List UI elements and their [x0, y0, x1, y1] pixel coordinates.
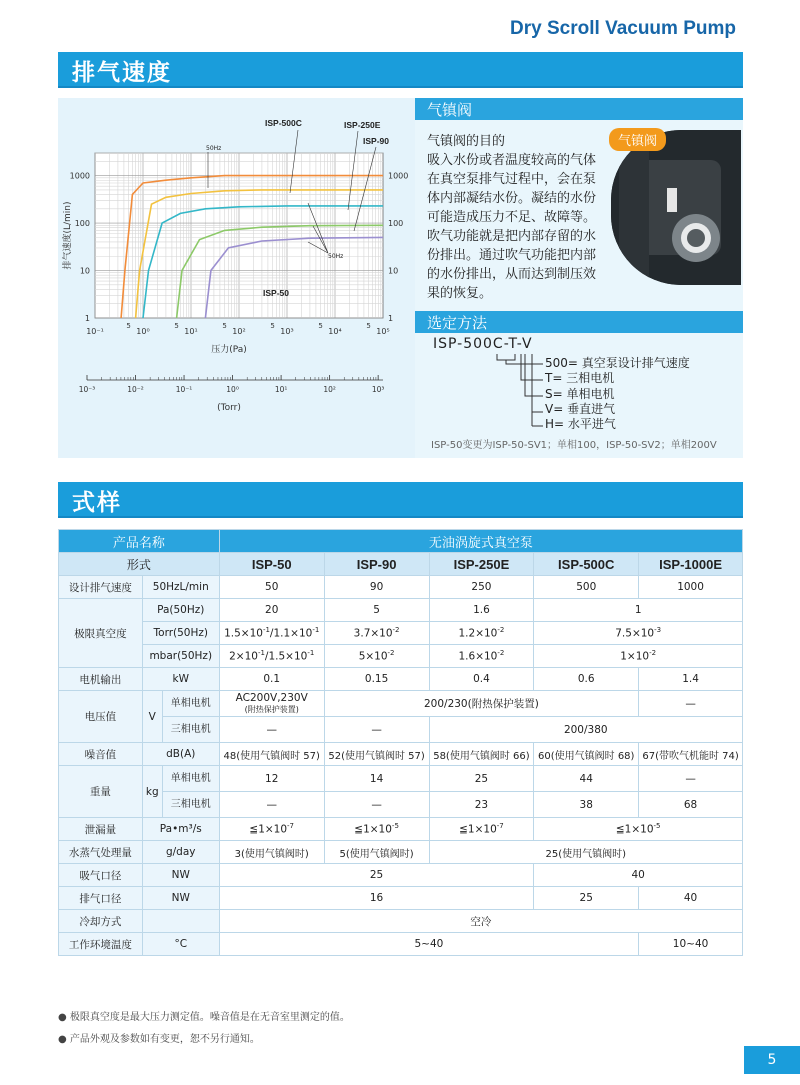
gas-ballast-header	[415, 98, 743, 120]
table-row	[59, 864, 743, 887]
row-label: 电压值	[59, 691, 143, 743]
sub-label: 三相电机	[162, 717, 219, 743]
row-unit: °C	[142, 933, 219, 956]
x-minor-label: 5	[222, 322, 227, 330]
y-tick-label: 1	[388, 314, 394, 323]
model-code-brackets	[495, 352, 551, 432]
table-header-row	[59, 530, 743, 553]
x-minor-label: 5	[174, 322, 179, 330]
cell: 90	[324, 576, 429, 599]
cell: 0.1	[219, 668, 324, 691]
row-label: 吸气口径	[59, 864, 143, 887]
curve-label: ISP-50	[263, 288, 289, 298]
model-code: ISP-500C-T-V	[433, 336, 533, 352]
cell: $≦1\times 10^{-5}$	[534, 818, 743, 841]
row-label: 重量	[59, 766, 143, 818]
frequency-label: 50Hz	[328, 253, 344, 260]
cell: —	[639, 766, 743, 792]
cell: 200/230(附热保护装置)	[324, 691, 638, 717]
ballast-line: 的水份排出，从而达到制压效	[427, 267, 597, 282]
cell: 68	[639, 792, 743, 818]
table-row	[59, 841, 743, 864]
cell: $2\times 10^{-1}/1.5\times 10^{-1}$	[219, 645, 324, 668]
torr-tick-label: 10³	[371, 385, 385, 394]
table-row	[59, 668, 743, 691]
selection-title: 选定方法	[427, 314, 488, 332]
chart-svg	[58, 98, 415, 458]
cell: 0.4	[429, 668, 534, 691]
cell: —	[324, 792, 429, 818]
x-tick-label: 10¹	[184, 327, 198, 336]
cell: 38	[534, 792, 639, 818]
table-row	[59, 743, 743, 766]
y-tick-label: 100	[74, 219, 90, 229]
row-unit: Pa•m³/s	[142, 818, 219, 841]
value-text: AC200V,230V	[235, 691, 308, 704]
ballast-line: 在真空泵排气过程中，会在泵	[427, 172, 597, 187]
x-tick-label: 10⁰	[136, 327, 150, 336]
cell: 25(使用气镇阀时)	[429, 841, 742, 864]
row-label: 排气口径	[59, 887, 143, 910]
y-tick-label: 1	[84, 314, 90, 323]
table-row	[59, 766, 743, 792]
cell: $3.7\times 10^{-2}$	[324, 622, 429, 645]
table-row	[59, 622, 743, 645]
x-tick-label: 10⁵	[376, 327, 390, 336]
cell: 58(使用气镇阀时 66)	[429, 743, 534, 766]
row-unit: V	[142, 691, 162, 743]
value-text: ≦1×10	[249, 823, 288, 836]
gas-ballast-valve-photo	[611, 130, 741, 285]
value-text: 3.7×10	[353, 627, 393, 640]
page-header-title: Dry Scroll Vacuum Pump	[510, 18, 736, 39]
frequency-label: 50Hz	[206, 145, 222, 152]
sub-label: 单相电机	[162, 691, 219, 717]
cell: 空冷	[219, 910, 742, 933]
ballast-line: 可能造成压力不足、故障等。	[427, 210, 597, 225]
cell: $1.2\times 10^{-2}$	[429, 622, 534, 645]
row-label: 工作环境温度	[59, 933, 143, 956]
section-title-bar	[58, 482, 743, 518]
cell: $1.5\times 10^{-1}/1.1\times 10^{-1}$	[219, 622, 324, 645]
cell: 5(使用气镇阀时)	[324, 841, 429, 864]
table-row	[59, 933, 743, 956]
row-unit: kg	[142, 766, 162, 818]
cell: $1.6\times 10^{-2}$	[429, 645, 534, 668]
model-row	[59, 553, 743, 576]
row-label: 水蒸气处理量	[59, 841, 143, 864]
cell: 20	[219, 599, 324, 622]
ballast-line: 果的恢复。	[427, 286, 493, 301]
curve-label: ISP-500C	[265, 118, 302, 128]
cell: $≦1\times 10^{-5}$	[324, 818, 429, 841]
cell: 0.15	[324, 668, 429, 691]
ballast-line: 体内部凝结水份。凝结的水份	[427, 191, 597, 206]
table-row	[59, 910, 743, 933]
cell: $7.5\times 10^{-3}$	[534, 622, 743, 645]
pumping-speed-chart	[58, 98, 415, 458]
cell: 52(使用气镇阀时 57)	[324, 743, 429, 766]
table-row	[59, 645, 743, 668]
valve-illustration	[611, 130, 741, 285]
cell: 25	[429, 766, 534, 792]
row-unit	[142, 910, 219, 933]
table-row	[59, 887, 743, 910]
gas-ballast-badge: 气镇阀	[609, 128, 666, 151]
cell: 0.6	[534, 668, 639, 691]
y-tick-label: 10	[79, 266, 90, 276]
row-label: 噪音值	[59, 743, 143, 766]
product-name: 无油涡旋式真空泵	[219, 530, 742, 553]
page-number: 5	[744, 1046, 800, 1074]
value-text: 7.5×10	[615, 627, 655, 640]
cell: —	[639, 691, 743, 717]
gas-ballast-title: 气镇阀	[427, 101, 473, 119]
curve-label: ISP-250E	[344, 120, 381, 130]
model-name: ISP-250E	[429, 553, 534, 576]
torr-tick-label: 10⁻²	[127, 385, 144, 394]
x-tick-label: 10⁻¹	[86, 327, 104, 336]
row-label: 极限真空度	[59, 599, 143, 668]
row-unit: mbar(50Hz)	[142, 645, 219, 668]
torr-tick-label: 10¹	[274, 385, 288, 394]
x-minor-label: 5	[366, 322, 371, 330]
ballast-line: 份排出。通过吹气功能把内部	[427, 248, 597, 263]
y-axis-label: 排气速度(L/min)	[63, 201, 73, 270]
value-text: 5×10	[358, 650, 388, 663]
x-tick-label: 10⁴	[328, 327, 342, 336]
cell: 16	[219, 887, 534, 910]
cell: —	[324, 717, 429, 743]
y-tick-label: 100	[388, 219, 404, 229]
footnote: ● 极限真空度是最大压力测定值。噪音值是在无音室里测定的值。	[58, 1012, 350, 1023]
cell: 500	[534, 576, 639, 599]
cell: 48(使用气镇阀时 57)	[219, 743, 324, 766]
cell: 60(使用气镇阀时 68)	[534, 743, 639, 766]
cell: 1000	[639, 576, 743, 599]
legend-line: T= 三相电机	[545, 371, 615, 385]
product-name-label: 产品名称	[59, 530, 220, 553]
sub-label: 三相电机	[162, 792, 219, 818]
x-minor-label: 5	[126, 322, 131, 330]
cell: 14	[324, 766, 429, 792]
gas-ballast-text	[427, 132, 623, 303]
legend-line: H= 水平进气	[545, 417, 616, 431]
cell: 23	[429, 792, 534, 818]
table-row	[59, 818, 743, 841]
cell: 1.6	[429, 599, 534, 622]
row-label: 冷却方式	[59, 910, 143, 933]
y-tick-label: 1000	[69, 171, 90, 181]
cell: 40	[534, 864, 743, 887]
x-axis-label: 压力(Pa)	[211, 345, 247, 355]
curve-label: ISP-90	[363, 136, 389, 146]
torr-tick-label: 10²	[323, 385, 336, 394]
section-title-bar	[58, 52, 743, 88]
value-text: /1.5×10	[264, 650, 308, 663]
section-title: 排气速度	[72, 60, 172, 86]
cell: $≦1\times 10^{-7}$	[429, 818, 534, 841]
x-tick-label: 10²	[232, 327, 246, 336]
row-unit: g/day	[142, 841, 219, 864]
cell: —	[219, 792, 324, 818]
row-unit: NW	[142, 864, 219, 887]
model-name: ISP-90	[324, 553, 429, 576]
ballast-line: 吹气功能就是把内部存留的水	[427, 229, 597, 244]
legend-line: S= 单相电机	[545, 387, 615, 401]
selection-header	[415, 311, 743, 333]
ballast-line: 吸入水份或者温度较高的气体	[427, 153, 597, 168]
section-title: 式样	[72, 490, 122, 516]
table-row	[59, 599, 743, 622]
x-minor-label: 5	[318, 322, 323, 330]
value-text: 1×10	[620, 650, 650, 663]
sub-label: 单相电机	[162, 766, 219, 792]
torr-tick-label: 10⁻³	[78, 385, 96, 394]
cell: $1\times 10^{-2}$	[534, 645, 743, 668]
cell: 67(带吹气机能时 74)	[639, 743, 743, 766]
cell: 25	[534, 887, 639, 910]
row-unit: NW	[142, 887, 219, 910]
cell: 44	[534, 766, 639, 792]
type-label: 形式	[59, 553, 220, 576]
cell: 5	[324, 599, 429, 622]
cell: 5~40	[219, 933, 638, 956]
spec-table	[58, 529, 743, 956]
x-minor-label: 5	[270, 322, 275, 330]
row-label: 电机输出	[59, 668, 143, 691]
torr-tick-label: 10⁰	[226, 385, 239, 394]
value-text: ≦1×10	[354, 823, 392, 836]
cell: $≦1\times 10^{-7}$	[219, 818, 324, 841]
value-text: /1.1×10	[269, 627, 313, 640]
value-text: 1.5×10	[224, 627, 263, 640]
value-text: 1.6×10	[458, 650, 498, 663]
row-unit: 50HzL/min	[142, 576, 219, 599]
cell: 250	[429, 576, 534, 599]
row-unit: Pa(50Hz)	[142, 599, 219, 622]
torr-tick-label: 10⁻¹	[175, 385, 193, 394]
row-label: 设计排气速度	[59, 576, 143, 599]
selection-note: ISP-50变更为ISP-50-SV1；单相100，ISP-50-SV2；单相200V	[431, 440, 717, 451]
info-panel	[415, 98, 743, 458]
model-name: ISP-500C	[534, 553, 639, 576]
cell: 12	[219, 766, 324, 792]
cell: 1.4	[639, 668, 743, 691]
table-row	[59, 691, 743, 717]
y-tick-label: 10	[388, 266, 399, 276]
value-text: ≦1×10	[615, 823, 654, 836]
row-unit: Torr(50Hz)	[142, 622, 219, 645]
cell	[219, 691, 324, 717]
value-text: 1.2×10	[458, 627, 498, 640]
cell: 50	[219, 576, 324, 599]
torr-axis-label: (Torr)	[217, 403, 241, 413]
cell: —	[219, 717, 324, 743]
cell: 25	[219, 864, 534, 887]
value-text: 2×10	[229, 650, 258, 663]
table-row	[59, 576, 743, 599]
row-unit: dB(A)	[142, 743, 219, 766]
ballast-line: 气镇阀的目的	[427, 134, 506, 149]
model-name: ISP-1000E	[639, 553, 743, 576]
value-text: ≦1×10	[459, 823, 497, 836]
value-text: (附热保护装置)	[244, 704, 299, 714]
row-label: 泄漏量	[59, 818, 143, 841]
cell: 1	[534, 599, 743, 622]
model-name: ISP-50	[219, 553, 324, 576]
cell: 3(使用气镇阀时)	[219, 841, 324, 864]
footnote: ● 产品外观及参数如有变更，恕不另行通知。	[58, 1034, 260, 1045]
y-tick-label: 1000	[388, 171, 409, 181]
legend-line: 500= 真空泵设计排气速度	[545, 356, 690, 370]
x-tick-label: 10³	[280, 327, 294, 336]
cell: 10~40	[639, 933, 743, 956]
cell: 40	[639, 887, 743, 910]
legend-line: V= 垂直进气	[545, 402, 616, 416]
cell: $5\times 10^{-2}$	[324, 645, 429, 668]
cell: 200/380	[429, 717, 742, 743]
row-unit: kW	[142, 668, 219, 691]
